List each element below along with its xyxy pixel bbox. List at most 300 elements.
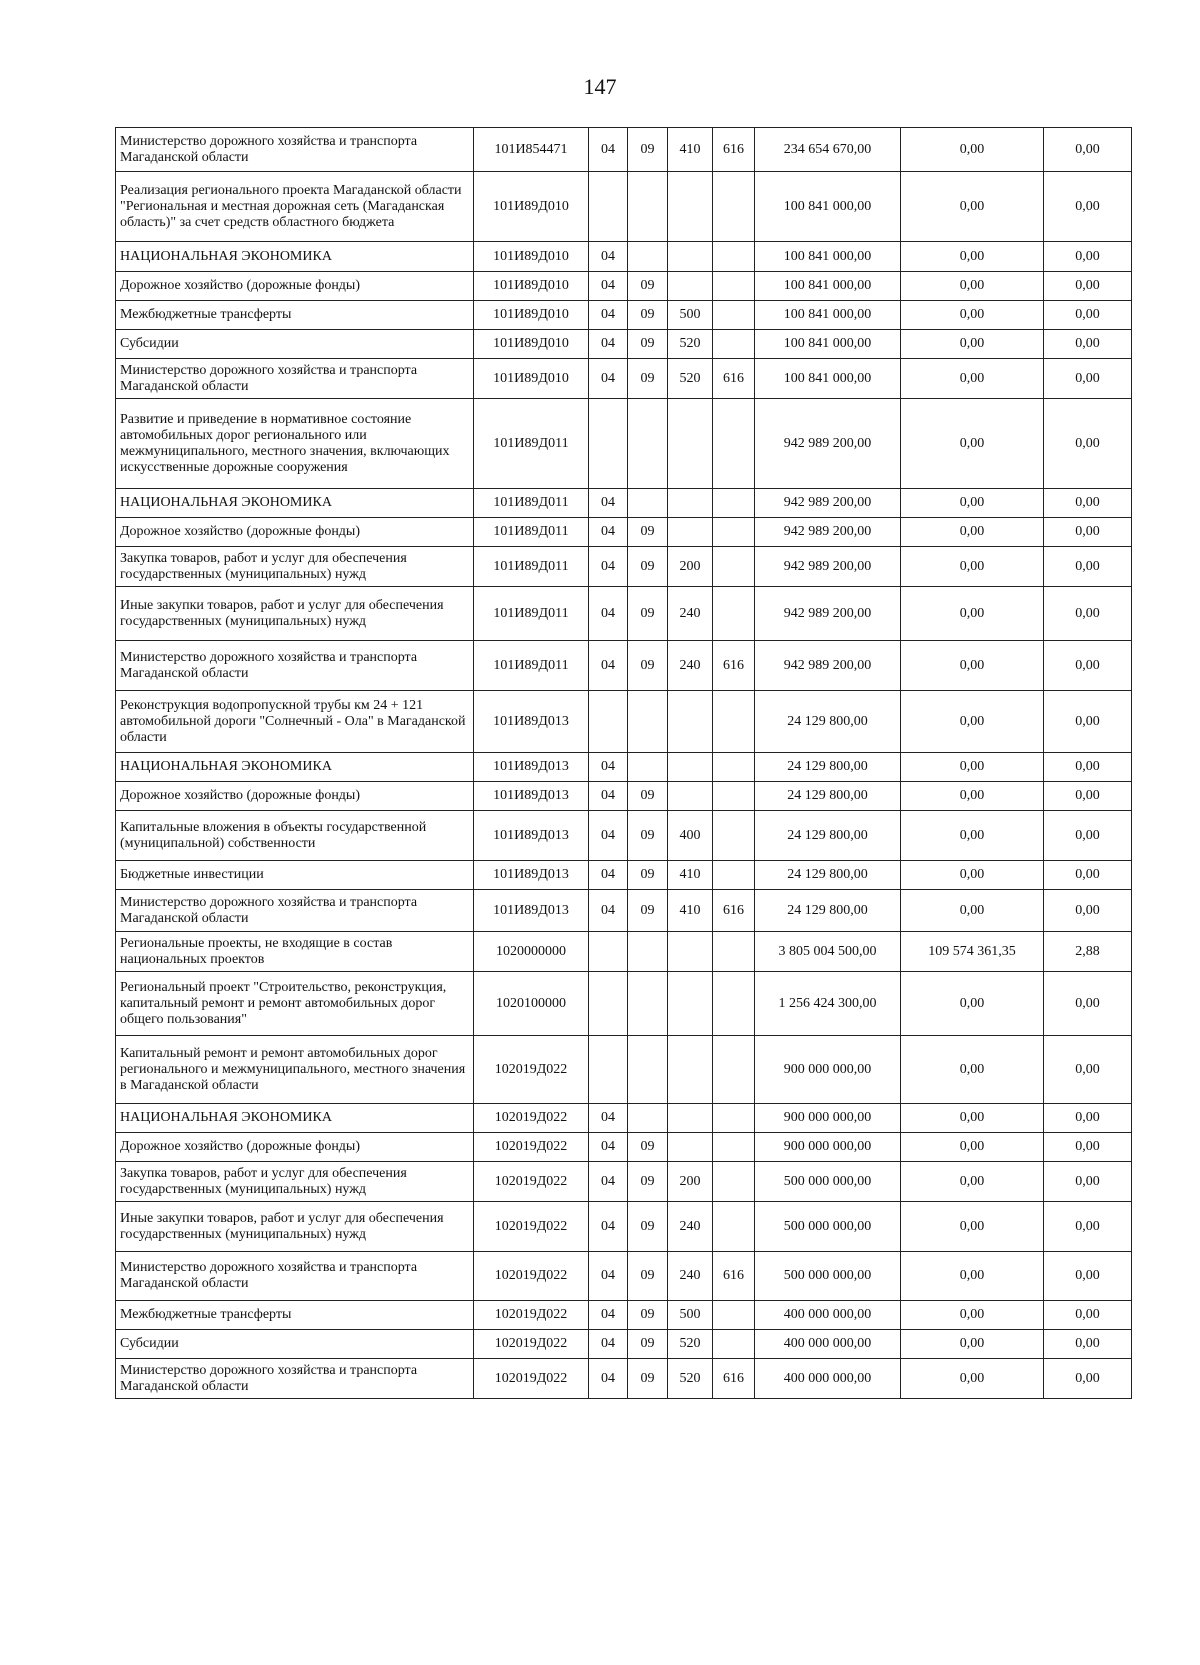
row-amount: 400 000 000,00 [755,1330,901,1359]
row-admin-code [713,489,755,518]
row-target-code: 101И89Д011 [474,547,589,587]
row-subsection-code: 09 [628,1252,668,1301]
row-subsection-code: 09 [628,1301,668,1330]
row-section-code: 04 [589,587,628,641]
row-expense-type-code [668,782,713,811]
row-executed: 109 574 361,35 [901,932,1044,972]
row-admin-code: 616 [713,890,755,932]
row-expense-type-code: 400 [668,811,713,861]
row-percent: 2,88 [1044,932,1132,972]
row-admin-code [713,1330,755,1359]
row-subsection-code: 09 [628,547,668,587]
row-percent: 0,00 [1044,890,1132,932]
table-row [116,861,1132,890]
row-amount: 3 805 004 500,00 [755,932,901,972]
row-section-code: 04 [589,489,628,518]
row-executed: 0,00 [901,1330,1044,1359]
row-admin-code: 616 [713,128,755,172]
row-name: НАЦИОНАЛЬНАЯ ЭКОНОМИКА [116,1104,474,1133]
row-executed: 0,00 [901,691,1044,753]
row-admin-code [713,547,755,587]
row-admin-code [713,242,755,272]
row-executed: 0,00 [901,489,1044,518]
table-row [116,1252,1132,1301]
row-percent: 0,00 [1044,518,1132,547]
row-subsection-code: 09 [628,1359,668,1399]
row-percent: 0,00 [1044,587,1132,641]
row-name: Министерство дорожного хозяйства и транспорта Магаданской области [116,641,474,691]
row-percent: 0,00 [1044,330,1132,359]
row-percent: 0,00 [1044,547,1132,587]
row-expense-type-code [668,932,713,972]
row-name: Реализация регионального проекта Магаданской области "Региональная и местная дорожная сеть (Магаданская область)" за счет средств областного бюджета [116,172,474,242]
row-section-code: 04 [589,128,628,172]
row-name: Министерство дорожного хозяйства и транспорта Магаданской области [116,1252,474,1301]
table-row [116,811,1132,861]
row-target-code: 1020000000 [474,932,589,972]
row-percent: 0,00 [1044,972,1132,1036]
row-executed: 0,00 [901,782,1044,811]
row-expense-type-code [668,1133,713,1162]
row-section-code: 04 [589,1301,628,1330]
row-expense-type-code: 200 [668,1162,713,1202]
row-expense-type-code: 240 [668,1252,713,1301]
row-target-code: 102019Д022 [474,1359,589,1399]
row-admin-code [713,1036,755,1104]
row-percent: 0,00 [1044,811,1132,861]
row-executed: 0,00 [901,359,1044,399]
row-section-code: 04 [589,1330,628,1359]
table-row [116,1330,1132,1359]
row-target-code: 101И89Д013 [474,691,589,753]
row-admin-code [713,932,755,972]
row-expense-type-code: 240 [668,587,713,641]
row-amount: 100 841 000,00 [755,242,901,272]
row-percent: 0,00 [1044,128,1132,172]
row-percent: 0,00 [1044,1202,1132,1252]
table-row [116,518,1132,547]
row-percent: 0,00 [1044,1301,1132,1330]
row-expense-type-code [668,1036,713,1104]
table-row [116,1036,1132,1104]
row-executed: 0,00 [901,1036,1044,1104]
row-amount: 900 000 000,00 [755,1133,901,1162]
row-name: Субсидии [116,1330,474,1359]
row-admin-code [713,811,755,861]
table-row [116,587,1132,641]
row-target-code: 101И89Д011 [474,641,589,691]
row-subsection-code: 09 [628,1133,668,1162]
table-body [116,128,1132,1399]
row-executed: 0,00 [901,518,1044,547]
row-admin-code: 616 [713,1252,755,1301]
row-section-code: 04 [589,547,628,587]
row-name: Субсидии [116,330,474,359]
row-target-code: 102019Д022 [474,1252,589,1301]
row-percent: 0,00 [1044,782,1132,811]
row-executed: 0,00 [901,272,1044,301]
row-admin-code [713,972,755,1036]
row-subsection-code [628,1104,668,1133]
row-admin-code [713,1301,755,1330]
row-amount: 500 000 000,00 [755,1202,901,1252]
row-subsection-code [628,242,668,272]
row-admin-code [713,1162,755,1202]
row-expense-type-code: 410 [668,128,713,172]
row-executed: 0,00 [901,399,1044,489]
row-target-code: 101И89Д013 [474,811,589,861]
row-amount: 234 654 670,00 [755,128,901,172]
row-percent: 0,00 [1044,272,1132,301]
row-section-code [589,399,628,489]
row-admin-code: 616 [713,359,755,399]
row-executed: 0,00 [901,972,1044,1036]
table-row [116,782,1132,811]
row-amount: 100 841 000,00 [755,172,901,242]
row-subsection-code [628,172,668,242]
row-executed: 0,00 [901,1162,1044,1202]
row-target-code: 101И89Д011 [474,587,589,641]
table-row [116,172,1132,242]
row-expense-type-code: 410 [668,890,713,932]
row-amount: 24 129 800,00 [755,811,901,861]
row-target-code: 101И89Д010 [474,172,589,242]
row-name: Развитие и приведение в нормативное состояние автомобильных дорог регионального или межмуниципального, местного значения, включающих искусственные дорожные сооружения [116,399,474,489]
row-section-code [589,172,628,242]
row-executed: 0,00 [901,1301,1044,1330]
row-name: Дорожное хозяйство (дорожные фонды) [116,272,474,301]
row-section-code: 04 [589,753,628,782]
row-target-code: 101И89Д013 [474,890,589,932]
row-amount: 400 000 000,00 [755,1301,901,1330]
table-row [116,128,1132,172]
row-target-code: 101И89Д010 [474,242,589,272]
row-subsection-code: 09 [628,272,668,301]
row-admin-code [713,330,755,359]
row-percent: 0,00 [1044,1036,1132,1104]
row-target-code: 101И89Д010 [474,301,589,330]
row-target-code: 101И89Д010 [474,272,589,301]
row-target-code: 102019Д022 [474,1133,589,1162]
row-section-code: 04 [589,811,628,861]
row-executed: 0,00 [901,587,1044,641]
row-admin-code [713,861,755,890]
row-section-code: 04 [589,301,628,330]
row-amount: 942 989 200,00 [755,489,901,518]
row-expense-type-code [668,691,713,753]
row-percent: 0,00 [1044,1162,1132,1202]
row-executed: 0,00 [901,1359,1044,1399]
row-target-code: 102019Д022 [474,1330,589,1359]
row-target-code: 101И89Д013 [474,782,589,811]
row-section-code: 04 [589,890,628,932]
row-admin-code [713,172,755,242]
table-row [116,1162,1132,1202]
row-amount: 24 129 800,00 [755,691,901,753]
row-percent: 0,00 [1044,242,1132,272]
row-amount: 24 129 800,00 [755,753,901,782]
row-name: Региональный проект "Строительство, реконструкция, капитальный ремонт и ремонт автомобильных дорог общего пользования" [116,972,474,1036]
row-target-code: 102019Д022 [474,1036,589,1104]
row-section-code [589,1036,628,1104]
row-percent: 0,00 [1044,359,1132,399]
row-amount: 900 000 000,00 [755,1036,901,1104]
row-expense-type-code: 520 [668,359,713,399]
row-subsection-code: 09 [628,359,668,399]
row-executed: 0,00 [901,641,1044,691]
row-subsection-code: 09 [628,587,668,641]
row-expense-type-code [668,753,713,782]
row-name: НАЦИОНАЛЬНАЯ ЭКОНОМИКА [116,242,474,272]
row-name: Иные закупки товаров, работ и услуг для обеспечения государственных (муниципальных) нужд [116,587,474,641]
row-expense-type-code [668,272,713,301]
row-amount: 100 841 000,00 [755,272,901,301]
row-subsection-code: 09 [628,641,668,691]
row-admin-code: 616 [713,641,755,691]
row-name: Закупка товаров, работ и услуг для обеспечения государственных (муниципальных) нужд [116,547,474,587]
row-amount: 942 989 200,00 [755,547,901,587]
row-section-code: 04 [589,1359,628,1399]
row-target-code: 102019Д022 [474,1104,589,1133]
row-target-code: 102019Д022 [474,1202,589,1252]
row-admin-code [713,587,755,641]
row-executed: 0,00 [901,172,1044,242]
row-expense-type-code [668,242,713,272]
row-subsection-code [628,489,668,518]
row-executed: 0,00 [901,330,1044,359]
row-percent: 0,00 [1044,399,1132,489]
row-expense-type-code [668,972,713,1036]
row-percent: 0,00 [1044,1252,1132,1301]
row-admin-code [713,782,755,811]
table-row [116,399,1132,489]
table-row [116,489,1132,518]
row-expense-type-code: 200 [668,547,713,587]
row-executed: 0,00 [901,301,1044,330]
row-admin-code [713,301,755,330]
row-name: НАЦИОНАЛЬНАЯ ЭКОНОМИКА [116,753,474,782]
row-amount: 100 841 000,00 [755,301,901,330]
row-name: Региональные проекты, не входящие в состав национальных проектов [116,932,474,972]
row-amount: 500 000 000,00 [755,1252,901,1301]
table-row [116,359,1132,399]
row-section-code: 04 [589,782,628,811]
row-expense-type-code: 520 [668,1359,713,1399]
row-subsection-code [628,972,668,1036]
table-row [116,972,1132,1036]
row-section-code: 04 [589,861,628,890]
row-executed: 0,00 [901,242,1044,272]
row-name: Министерство дорожного хозяйства и транспорта Магаданской области [116,128,474,172]
row-expense-type-code: 520 [668,330,713,359]
row-subsection-code: 09 [628,518,668,547]
row-expense-type-code: 240 [668,641,713,691]
row-executed: 0,00 [901,861,1044,890]
row-subsection-code [628,932,668,972]
row-amount: 942 989 200,00 [755,399,901,489]
row-executed: 0,00 [901,547,1044,587]
row-target-code: 1020100000 [474,972,589,1036]
table-row [116,932,1132,972]
row-executed: 0,00 [901,1104,1044,1133]
row-amount: 24 129 800,00 [755,890,901,932]
row-amount: 900 000 000,00 [755,1104,901,1133]
row-expense-type-code: 500 [668,1301,713,1330]
row-name: Дорожное хозяйство (дорожные фонды) [116,518,474,547]
row-amount: 400 000 000,00 [755,1359,901,1399]
row-percent: 0,00 [1044,641,1132,691]
table-row [116,753,1132,782]
row-admin-code [713,272,755,301]
row-expense-type-code [668,518,713,547]
row-subsection-code [628,399,668,489]
row-section-code: 04 [589,272,628,301]
row-target-code: 101И89Д010 [474,330,589,359]
row-target-code: 101И89Д011 [474,399,589,489]
row-expense-type-code [668,489,713,518]
row-percent: 0,00 [1044,1104,1132,1133]
row-subsection-code [628,1036,668,1104]
row-percent: 0,00 [1044,301,1132,330]
row-subsection-code: 09 [628,811,668,861]
row-amount: 100 841 000,00 [755,359,901,399]
table-row [116,1133,1132,1162]
row-section-code: 04 [589,1202,628,1252]
table-row [116,301,1132,330]
row-name: Бюджетные инвестиции [116,861,474,890]
row-executed: 0,00 [901,128,1044,172]
row-target-code: 101И89Д011 [474,518,589,547]
row-target-code: 101И89Д013 [474,861,589,890]
row-subsection-code: 09 [628,1330,668,1359]
row-admin-code [713,1104,755,1133]
row-target-code: 101И89Д011 [474,489,589,518]
row-name: Закупка товаров, работ и услуг для обеспечения государственных (муниципальных) нужд [116,1162,474,1202]
table-row [116,242,1132,272]
table-row [116,890,1132,932]
row-subsection-code: 09 [628,782,668,811]
row-percent: 0,00 [1044,753,1132,782]
row-executed: 0,00 [901,811,1044,861]
row-percent: 0,00 [1044,1330,1132,1359]
row-admin-code: 616 [713,1359,755,1399]
table-row [116,691,1132,753]
row-subsection-code: 09 [628,861,668,890]
row-expense-type-code: 240 [668,1202,713,1252]
row-percent: 0,00 [1044,172,1132,242]
row-section-code [589,932,628,972]
row-admin-code [713,518,755,547]
row-target-code: 102019Д022 [474,1162,589,1202]
row-name: Реконструкция водопропускной трубы км 24 + 121 автомобильной дороги "Солнечный - Ола" в Магаданской области [116,691,474,753]
row-section-code: 04 [589,1252,628,1301]
table-row [116,1104,1132,1133]
row-executed: 0,00 [901,1133,1044,1162]
row-executed: 0,00 [901,1252,1044,1301]
row-expense-type-code [668,172,713,242]
row-expense-type-code: 500 [668,301,713,330]
row-name: Министерство дорожного хозяйства и транспорта Магаданской области [116,890,474,932]
row-section-code: 04 [589,641,628,691]
row-section-code: 04 [589,359,628,399]
row-expense-type-code [668,399,713,489]
row-name: Иные закупки товаров, работ и услуг для обеспечения государственных (муниципальных) нужд [116,1202,474,1252]
row-amount: 942 989 200,00 [755,641,901,691]
page-number: 147 [583,74,617,99]
table-row [116,641,1132,691]
row-percent: 0,00 [1044,691,1132,753]
row-admin-code [713,399,755,489]
row-subsection-code: 09 [628,1202,668,1252]
row-expense-type-code: 520 [668,1330,713,1359]
row-section-code: 04 [589,1104,628,1133]
row-section-code: 04 [589,1162,628,1202]
row-name: Дорожное хозяйство (дорожные фонды) [116,782,474,811]
row-subsection-code [628,753,668,782]
table-row [116,1359,1132,1399]
row-section-code [589,972,628,1036]
row-name: Капитальные вложения в объекты государственной (муниципальной) собственности [116,811,474,861]
table-row [116,1202,1132,1252]
row-expense-type-code [668,1104,713,1133]
row-section-code: 04 [589,330,628,359]
row-percent: 0,00 [1044,1133,1132,1162]
row-target-code: 101И89Д010 [474,359,589,399]
row-name: Министерство дорожного хозяйства и транспорта Магаданской области [116,1359,474,1399]
row-admin-code [713,753,755,782]
row-expense-type-code: 410 [668,861,713,890]
row-amount: 500 000 000,00 [755,1162,901,1202]
table-row [116,1301,1132,1330]
row-percent: 0,00 [1044,861,1132,890]
row-amount: 24 129 800,00 [755,782,901,811]
row-subsection-code: 09 [628,301,668,330]
row-section-code: 04 [589,242,628,272]
row-amount: 24 129 800,00 [755,861,901,890]
row-name: Капитальный ремонт и ремонт автомобильных дорог регионального и межмуниципального, местного значения в Магаданской области [116,1036,474,1104]
row-subsection-code: 09 [628,890,668,932]
row-admin-code [713,1133,755,1162]
row-subsection-code: 09 [628,330,668,359]
row-executed: 0,00 [901,890,1044,932]
row-section-code: 04 [589,1133,628,1162]
row-percent: 0,00 [1044,489,1132,518]
row-target-code: 101И854471 [474,128,589,172]
row-executed: 0,00 [901,753,1044,782]
row-subsection-code: 09 [628,128,668,172]
row-section-code: 04 [589,518,628,547]
row-admin-code [713,691,755,753]
row-name: Межбюджетные трансферты [116,301,474,330]
row-admin-code [713,1202,755,1252]
row-target-code: 102019Д022 [474,1301,589,1330]
table-row [116,330,1132,359]
row-section-code [589,691,628,753]
budget-table [115,127,1132,1399]
table-row [116,272,1132,301]
row-name: Дорожное хозяйство (дорожные фонды) [116,1133,474,1162]
row-target-code: 101И89Д013 [474,753,589,782]
row-amount: 100 841 000,00 [755,330,901,359]
row-amount: 942 989 200,00 [755,518,901,547]
row-name: Министерство дорожного хозяйства и транспорта Магаданской области [116,359,474,399]
row-name: Межбюджетные трансферты [116,1301,474,1330]
row-subsection-code: 09 [628,1162,668,1202]
row-subsection-code [628,691,668,753]
row-name: НАЦИОНАЛЬНАЯ ЭКОНОМИКА [116,489,474,518]
row-amount: 942 989 200,00 [755,587,901,641]
row-amount: 1 256 424 300,00 [755,972,901,1036]
